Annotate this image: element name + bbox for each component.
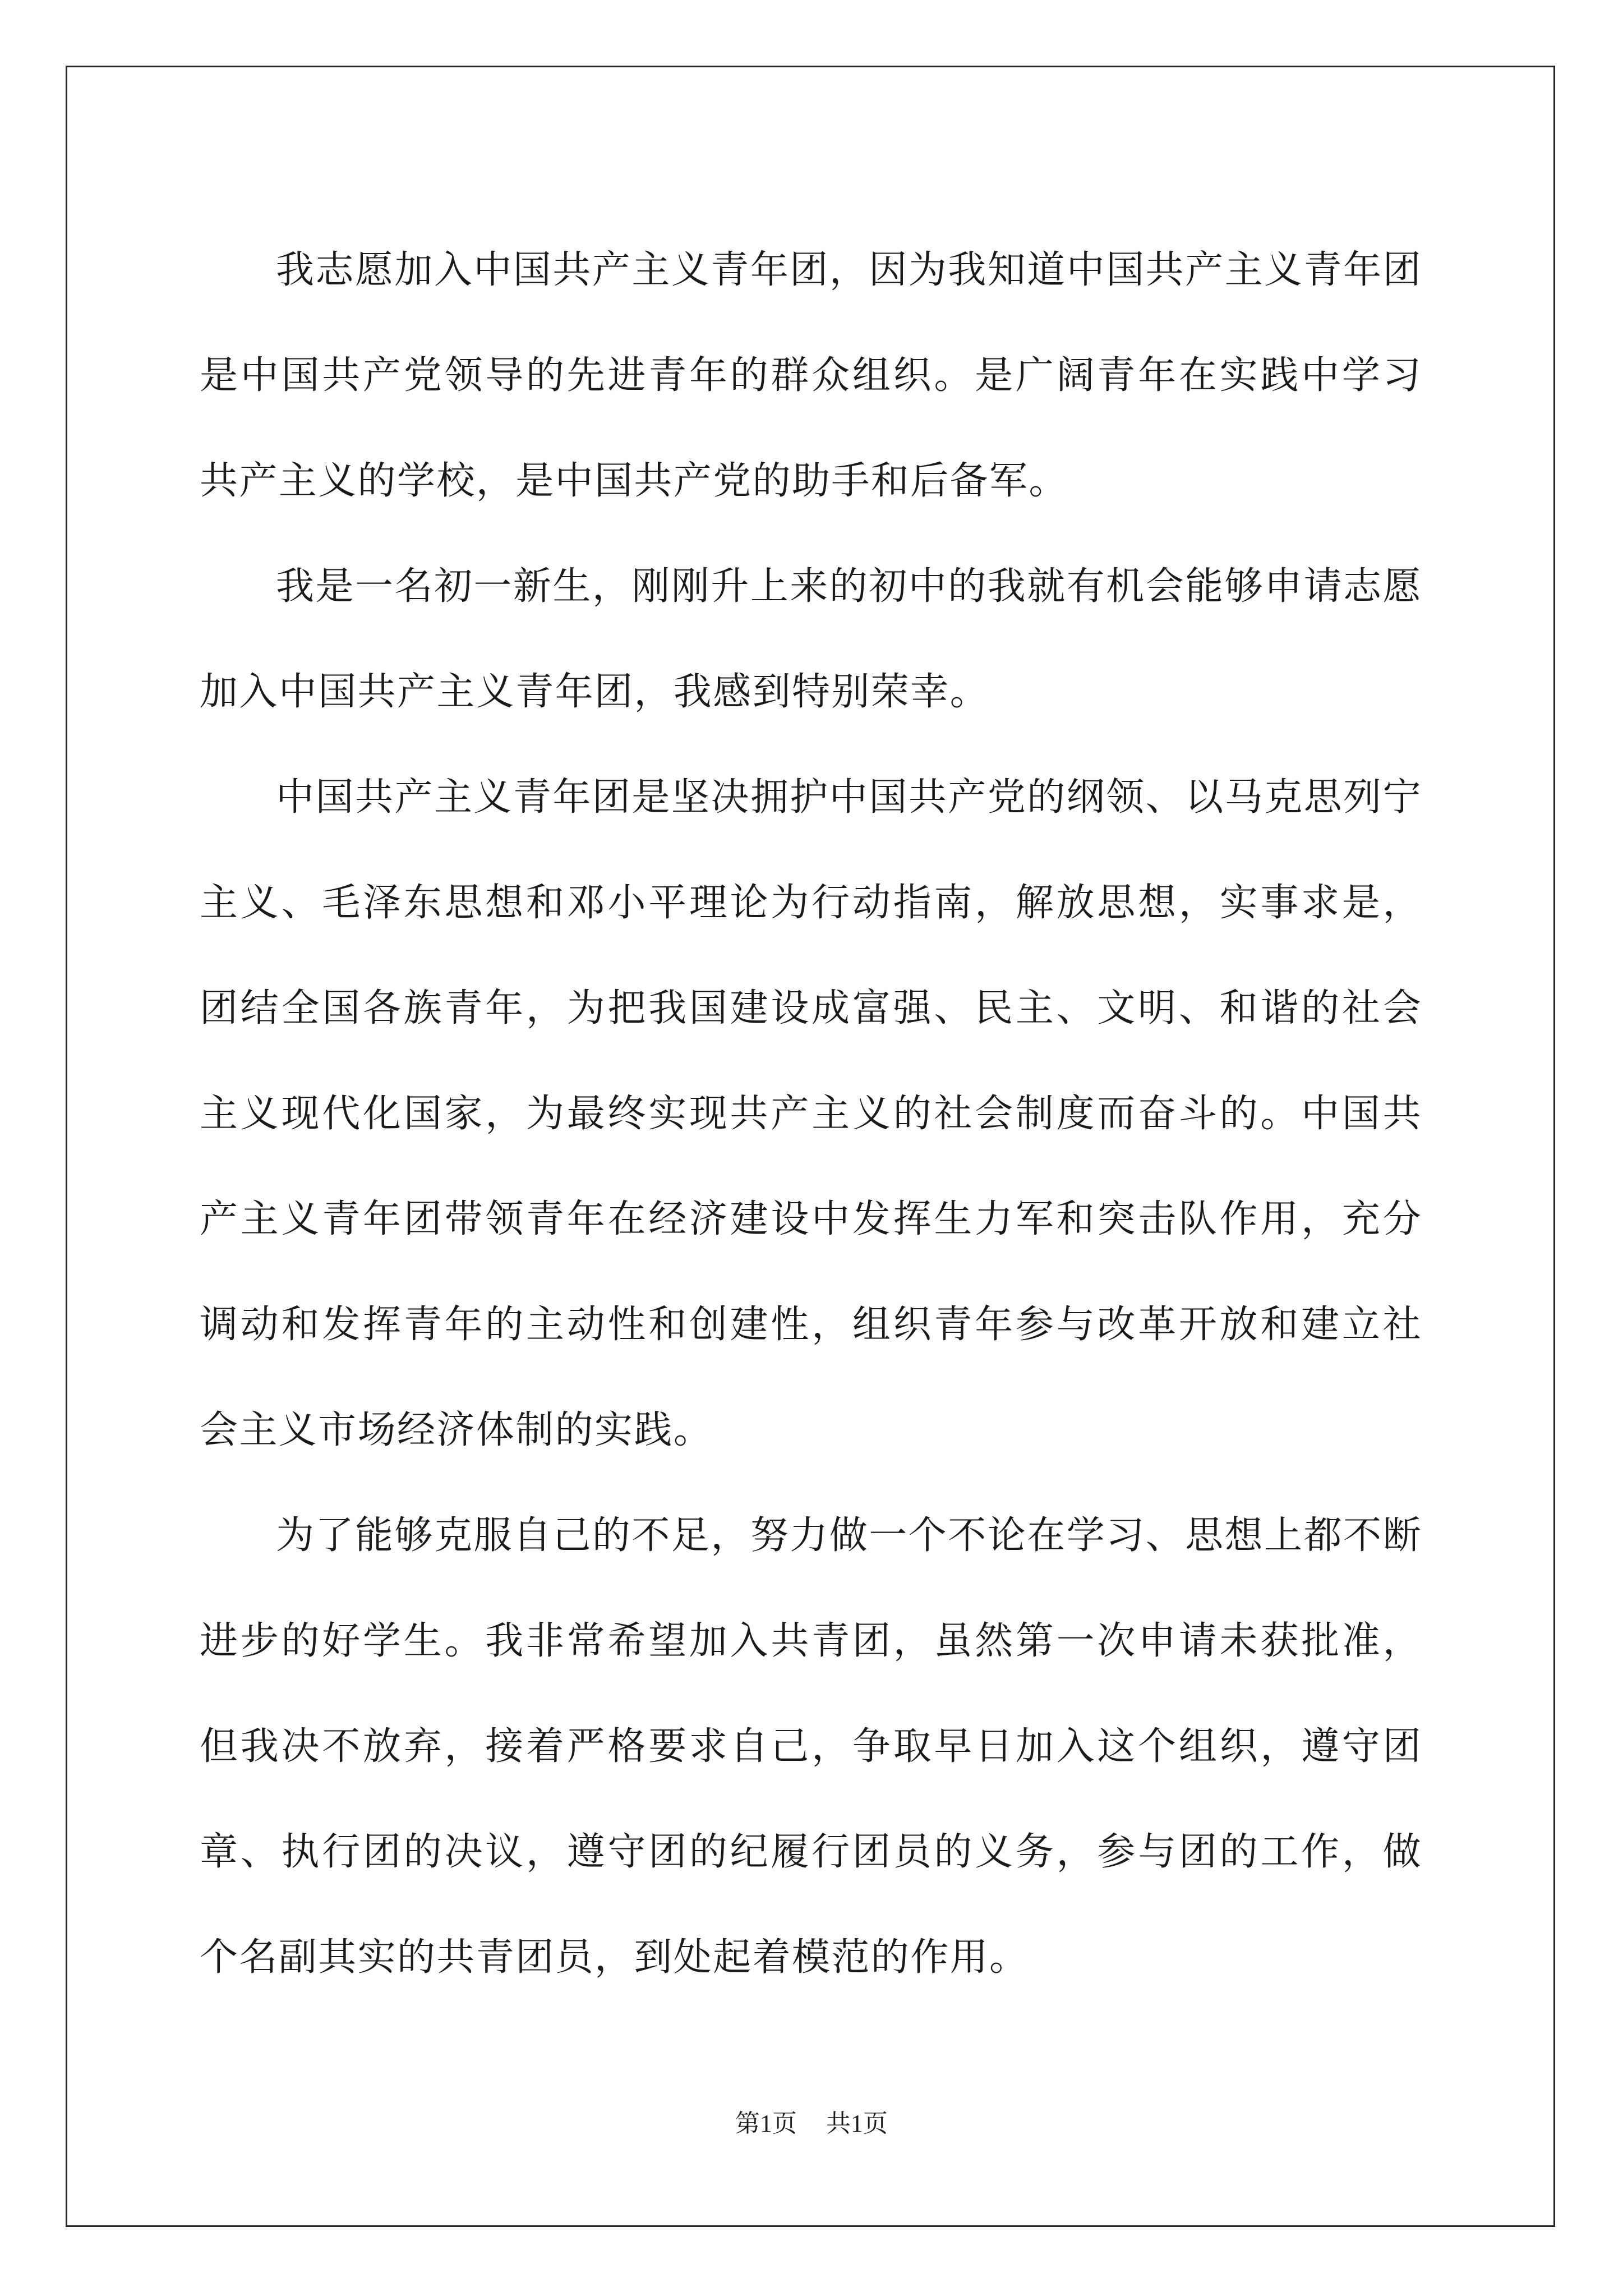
paragraph: 中国共产主义青年团是坚决拥护中国共产党的纲领、以马克思列宁主义、毛泽东思想和邓小平理论为行动指南，解放思想，实事求是，团结全国各族青年，为把我国建设成富强、民主、文明、和谐的社会主义现代化国家，为最终实现共产主义的社会制度而奋斗的。中国共产主义青年团带领青年在经济建设中发挥生力军和突击队作用，充分调动和发挥青年的主动性和创建性，组织青年参与改革开放和建立社会主义市场经济体制的实践。 <box>200 775 1422 1452</box>
paragraph: 我志愿加入中国共产主义青年团，因为我知道中国共产主义青年团是中国共产党领导的先进青年的群众组织。是广阔青年在实践中学习共产主义的学校，是中国共产党的助手和后备军。 <box>200 248 1422 503</box>
document-body <box>200 218 1422 2010</box>
paragraph: 为了能够克服自己的不足，努力做一个不论在学习、思想上都不断进步的好学生。我非常希望加入共青团，虽然第一次申请未获批准，但我决不放弃，接着严格要求自己，争取早日加入这个组织，遵守团章、执行团的决议，遵守团的纪履行团员的义务，参与团的工作，做个名副其实的共青团员，到处起着模范的作用。 <box>200 1513 1422 1980</box>
page-total: 共1页 <box>826 2110 888 2137</box>
page-footer <box>0 2108 1623 2139</box>
page-number: 第1页 <box>735 2110 797 2137</box>
paragraph: 我是一名初一新生，刚刚升上来的初中的我就有机会能够申请志愿加入中国共产主义青年团，我感到特别荣幸。 <box>200 564 1422 714</box>
